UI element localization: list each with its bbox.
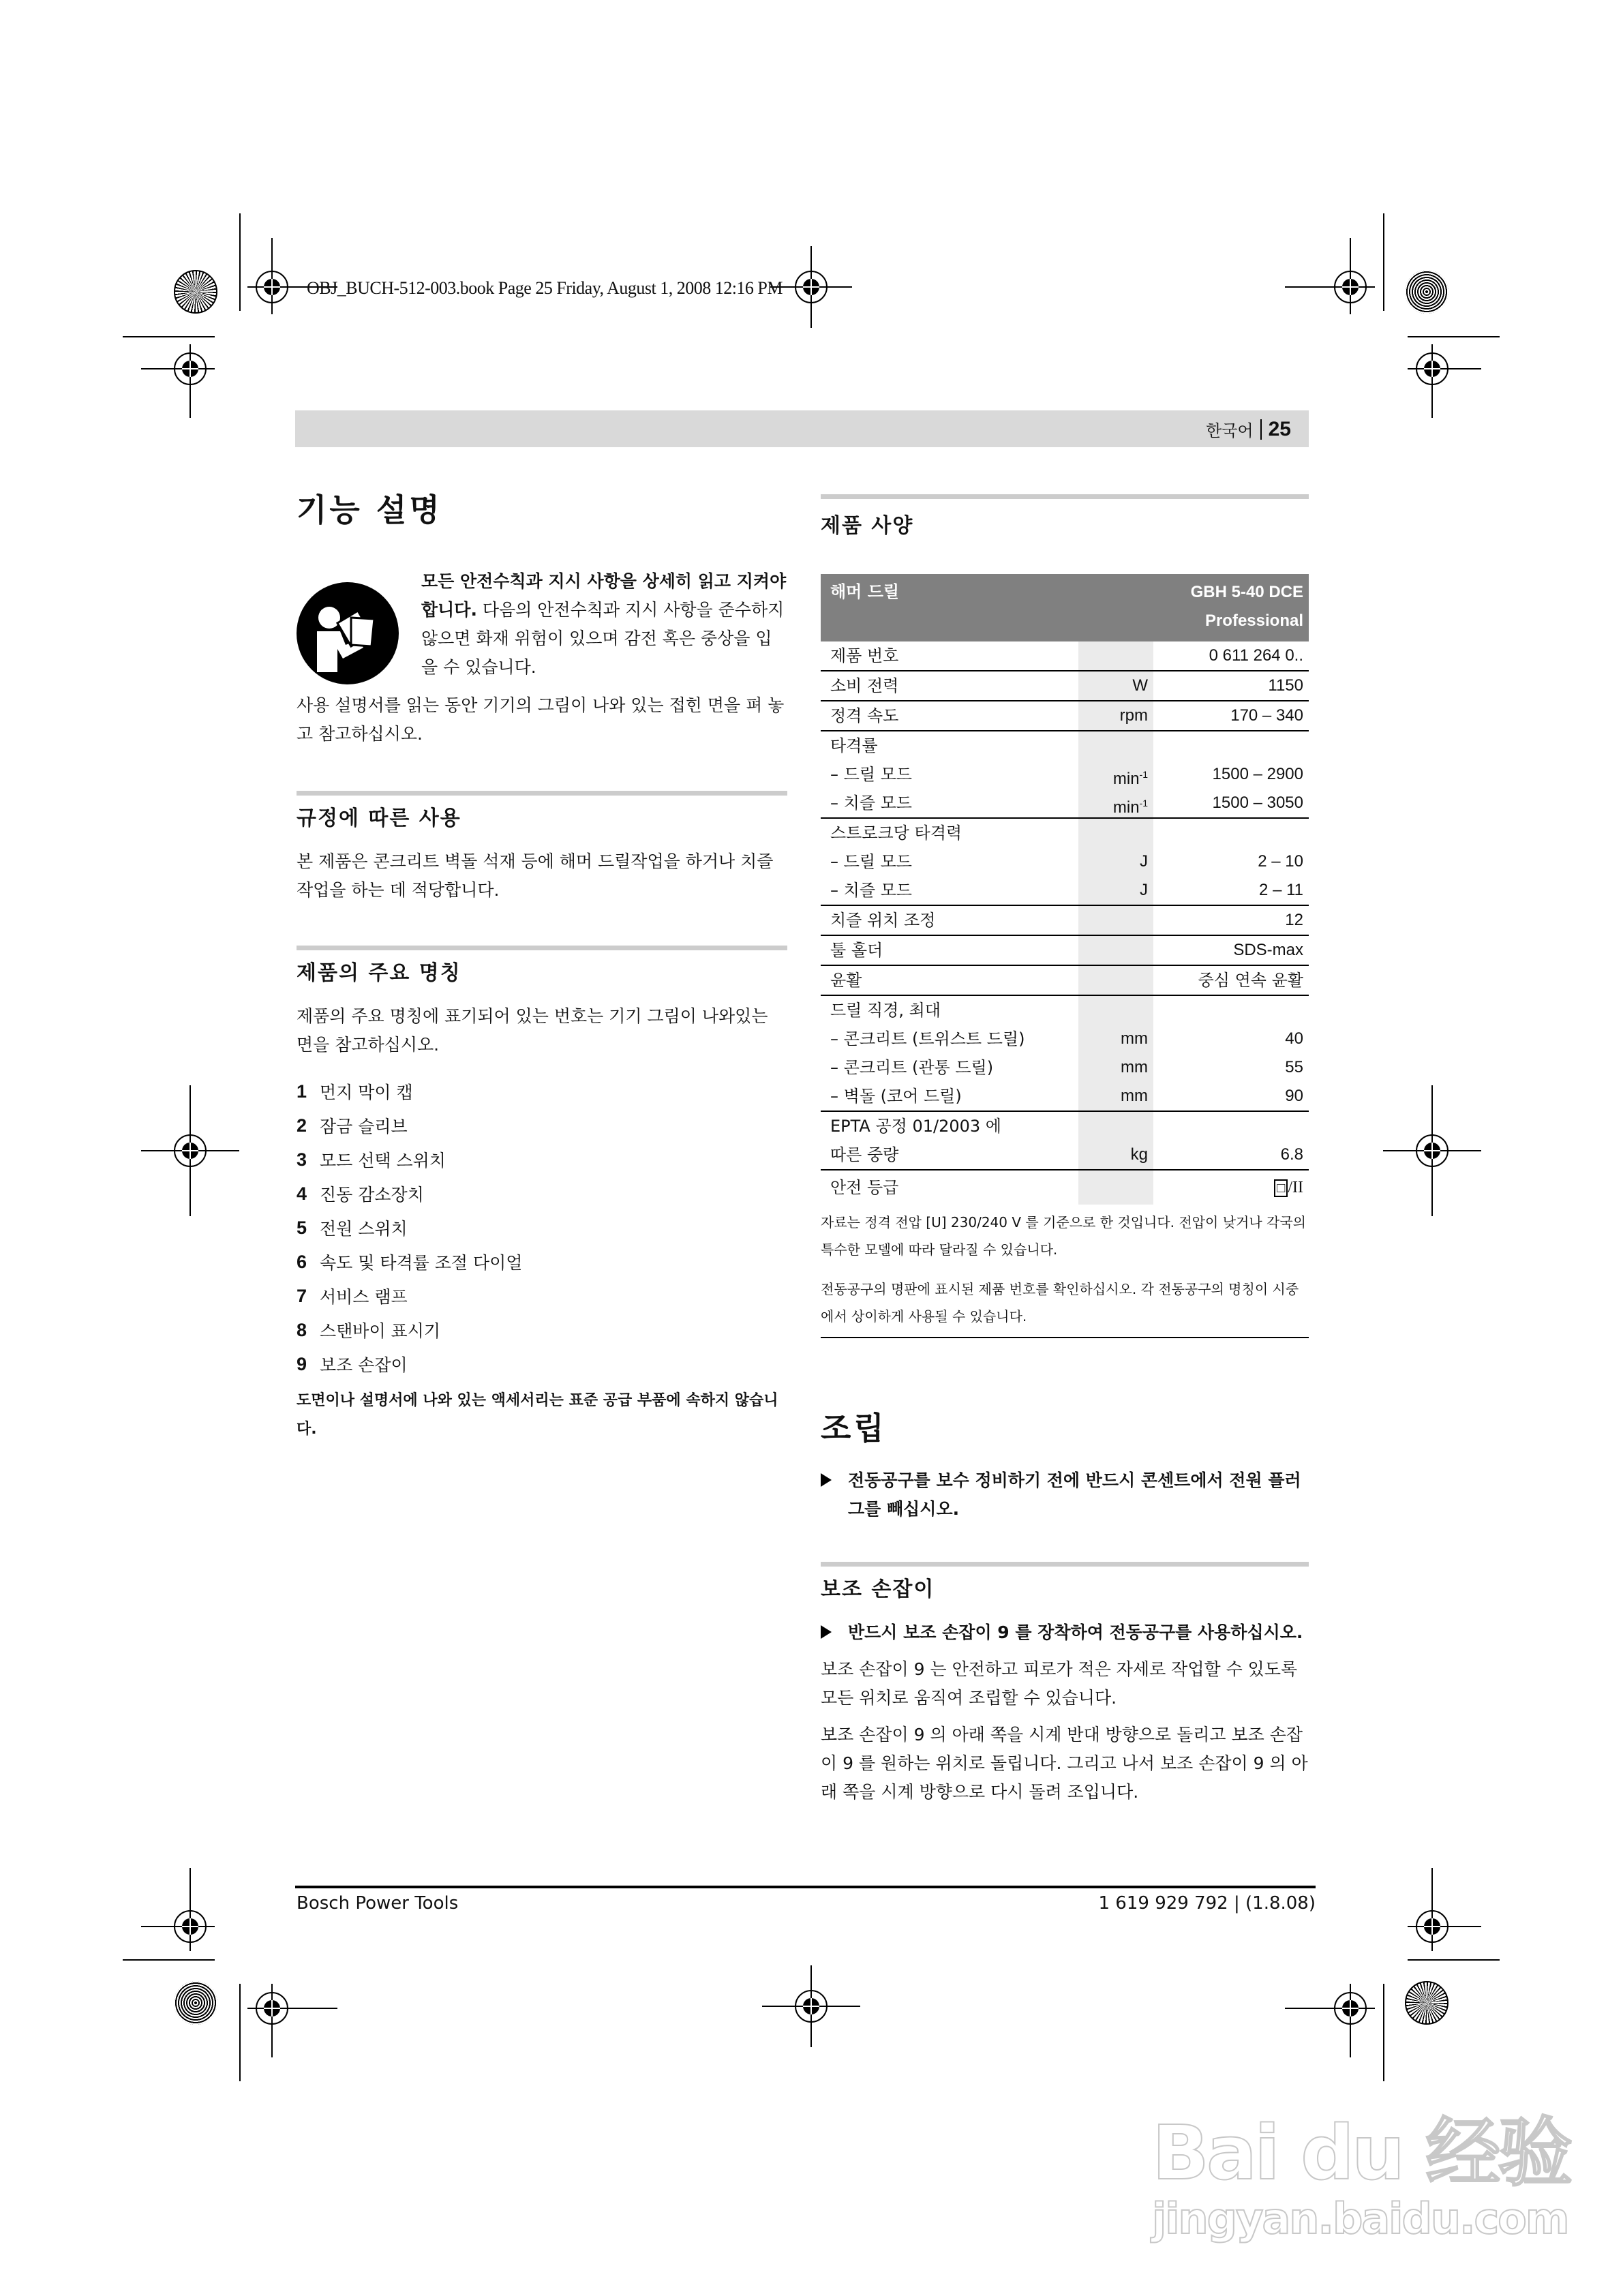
section-rule xyxy=(821,1562,1309,1567)
assembly-warning: 전동공구를 보수 정비하기 전에 반드시 콘센트에서 전원 플러그를 빼십시오. xyxy=(821,1466,1309,1524)
warning-bold-text: 모든 안전수칙과 지시 사항을 상세히 읽고 지켜야 합니다. xyxy=(421,571,787,620)
section-title-components: 제품의 주요 명칭 xyxy=(297,961,461,985)
table-row: 스트로크당 타격력 – 드릴 모드 – 치즐 모드 J J 2 – 10 2 – 11 xyxy=(821,818,1309,905)
table-row: EPTA 공정 01/2003 에 따른 중량 kg 6.8 xyxy=(821,1111,1309,1170)
spec-table-header xyxy=(821,574,1309,641)
warning-text: 다음의 안전수칙과 지시 사항을 준수하지 않으면 화재 위험이 있으며 감전 혹은 중상을 입을 수 있습니다. xyxy=(421,600,785,677)
registration-target-icon xyxy=(174,1981,217,2025)
section-title-intended-use: 규정에 따른 사용 xyxy=(297,806,461,830)
list-item: 2 잠금 슬리브 xyxy=(297,1115,408,1136)
crop-line xyxy=(1383,213,1384,311)
section-title-function: 기능 설명 xyxy=(297,492,442,528)
spec-note: 전동공구의 명판에 표시된 제품 번호를 확인하십시오. 각 전동공구의 명칭이 시중에서 상이하게 사용될 수 있습니다. xyxy=(821,1281,1299,1325)
table-row: 치즐 위치 조정 12 xyxy=(821,905,1309,935)
section-title-aux-handle: 보조 손잡이 xyxy=(821,1577,935,1601)
crop-line xyxy=(1383,1984,1384,2081)
list-item: 8 스탠바이 표시기 xyxy=(297,1319,440,1341)
language-label: 한국어 xyxy=(1206,421,1254,440)
list-item: 5 전원 스위치 xyxy=(297,1217,408,1239)
registration-target-icon xyxy=(1405,270,1448,314)
table-row: 안전 등급 □ /II xyxy=(821,1170,1309,1205)
list-item: 7 서비스 램프 xyxy=(297,1285,408,1307)
table-row: 소비 전력 W 1150 xyxy=(821,671,1309,701)
table-row: 정격 속도 rpm 170 – 340 xyxy=(821,701,1309,731)
page-number: 25 xyxy=(1268,417,1291,440)
safety-warning xyxy=(297,567,787,684)
bullet-triangle-icon xyxy=(821,1625,832,1639)
bullet-triangle-icon xyxy=(821,1473,832,1487)
list-item: 9 보조 손잡이 xyxy=(297,1353,408,1375)
product-type: 해머 드릴 xyxy=(821,574,1078,641)
footer-doc-number: 1 619 929 792 | (1.8.08) xyxy=(1098,1893,1316,1914)
intro-paragraph: 사용 설명서를 읽는 동안 기기의 그림이 나와 있는 접힌 면을 펴 놓고 참고하십시오. xyxy=(297,695,785,744)
watermark-url: jingyan.baidu.com xyxy=(1152,2194,1568,2244)
crop-line xyxy=(123,1959,215,1961)
registration-sunburst-icon xyxy=(174,270,217,314)
baidu-logo: Bai du 经验 xyxy=(1152,2109,1571,2196)
notes-divider xyxy=(821,1337,1309,1338)
baidu-watermark xyxy=(1152,2093,1570,2244)
protection-class: □ /II xyxy=(1153,1170,1303,1205)
accessory-note: 도면이나 설명서에 나와 있는 액세서리는 표준 공급 부품에 속하지 않습니다. xyxy=(297,1392,778,1438)
footer-publisher: Bosch Power Tools xyxy=(297,1893,459,1914)
crop-line xyxy=(1408,1959,1500,1961)
crop-line xyxy=(239,1984,241,2081)
aux-handle-warning: 반드시 보조 손잡이 9 를 장착하여 전동공구를 사용하십시오. xyxy=(821,1618,1309,1647)
right-column xyxy=(821,494,1309,1807)
section-rule xyxy=(297,946,787,950)
table-row: 드릴 직경, 최대 – 콘크리트 (트위스트 드릴) – 콘크리트 (관통 드릴) – 벽돌 (코어 드릴) mm mm mm 40 55 90 xyxy=(821,995,1309,1111)
components-list xyxy=(297,1074,787,1381)
section-title-specs: 제품 사양 xyxy=(821,514,914,538)
table-row: 윤활 중심 연속 윤활 xyxy=(821,965,1309,995)
section-rule xyxy=(821,494,1309,499)
list-item: 1 먼지 막이 캡 xyxy=(297,1081,413,1102)
spec-table xyxy=(821,574,1309,1205)
table-row: 툴 홀더 SDS-max xyxy=(821,935,1309,965)
crop-line xyxy=(239,213,241,311)
warning-paragraph xyxy=(421,567,787,684)
list-item: 6 속도 및 타격률 조절 다이얼 xyxy=(297,1251,523,1273)
spec-notes xyxy=(821,1209,1309,1330)
print-file-info: OBJ_BUCH-512-003.book Page 25 Friday, August 1, 2008 12:16 PM xyxy=(307,278,783,298)
read-manual-icon xyxy=(297,582,399,684)
spec-note: 자료는 정격 전압 [U] 230/240 V 를 기준으로 한 것입니다. 전압이 낮거나 각국의 특수한 모델에 따라 달라질 수 있습니다. xyxy=(821,1214,1306,1258)
header-separator xyxy=(1260,419,1262,440)
crop-line xyxy=(123,336,215,337)
intended-use-text: 본 제품은 콘크리트 벽돌 석재 등에 해머 드릴작업을 하거나 치즐 작업을 하는 데 적당합니다. xyxy=(297,851,774,900)
footer-rule xyxy=(295,1886,1316,1888)
crop-line xyxy=(1408,336,1500,337)
aux-handle-paragraph: 보조 손잡이 9 는 안전하고 피로가 적은 자세로 작업할 수 있도록 모든 위치로 움직여 조립할 수 있습니다. xyxy=(821,1659,1298,1708)
list-item: 3 모드 선택 스위치 xyxy=(297,1149,446,1170)
section-title-assembly: 조립 xyxy=(821,1410,887,1447)
table-row: 제품 번호 0 611 264 0.. xyxy=(821,641,1309,671)
model-name: GBH 5-40 DCE Professional xyxy=(1153,574,1309,641)
left-column xyxy=(297,485,787,1444)
section-rule xyxy=(297,791,787,796)
table-row: 타격률 – 드릴 모드 – 치즐 모드 $\min^{-1}$ $\min^{-1}$ 1500 – 2900 1500 – 3050 xyxy=(821,731,1309,818)
list-item: 4 진동 감소장치 xyxy=(297,1183,424,1205)
aux-handle-paragraph: 보조 손잡이 9 의 아래 쪽을 시계 반대 방향으로 돌리고 보조 손잡이 9 를 원하는 위치로 돌립니다. 그리고 나서 보조 손잡이 9 의 아래 쪽을 시계 방향으로 다시 돌려 조입니다. xyxy=(821,1725,1308,1802)
page-header-bar xyxy=(295,410,1309,447)
double-insulation-icon: □ xyxy=(1274,1179,1288,1197)
components-text: 제품의 주요 명칭에 표기되어 있는 번호는 기기 그림이 나와있는 면을 참고하십시오. xyxy=(297,1006,768,1055)
registration-sunburst-icon xyxy=(1405,1981,1448,2025)
